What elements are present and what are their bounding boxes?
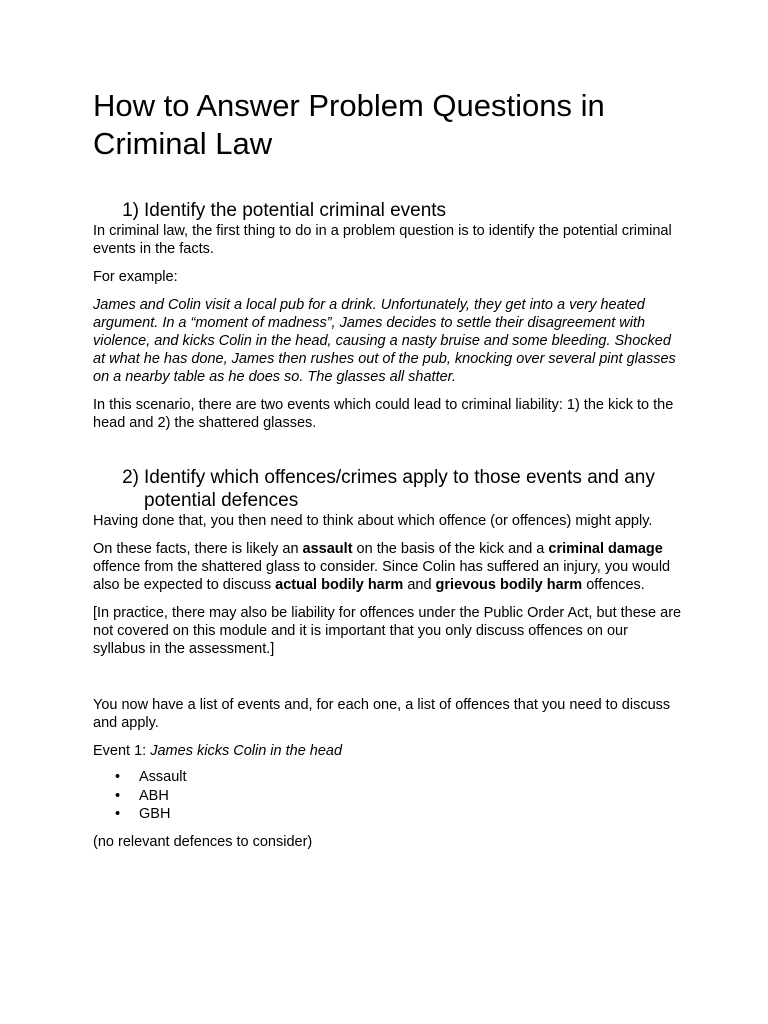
section-1-analysis: In this scenario, there are two events which could lead to criminal liability: 1) the kick to the head and 2) the shattered glasses. bbox=[93, 397, 674, 431]
example-label: For example: bbox=[93, 269, 178, 285]
practice-note: [In practice, there may also be liability for offences under the Public Order Act, but these are not covered on this module and it is important that you only discuss offences on our syllabus in the assessment.] bbox=[93, 605, 682, 657]
section-1-number: 1) bbox=[122, 200, 139, 221]
section-1-heading bbox=[93, 199, 683, 222]
text-run: and bbox=[403, 577, 436, 593]
section-2-intro: Having done that, you then need to think about which offence (or offences) might apply. bbox=[93, 513, 653, 529]
section-1-heading-text: Identify the potential criminal events bbox=[144, 200, 447, 221]
event-1-description: James kicks Colin in the head bbox=[150, 743, 343, 759]
list-item-label: GBH bbox=[139, 806, 171, 822]
document-title: How to Answer Problem Questions in Criminal Law bbox=[93, 88, 605, 161]
section-1-intro: In criminal law, the first thing to do in a problem question is to identify the potential criminal events in the facts. bbox=[93, 223, 672, 257]
bold-term-assault: assault bbox=[302, 541, 353, 557]
text-run: offences. bbox=[582, 577, 645, 593]
section-2-number: 2) bbox=[122, 467, 139, 488]
bullet-icon: • bbox=[115, 787, 121, 804]
event-1-label: Event 1: bbox=[93, 743, 151, 759]
summary-paragraph: You now have a list of events and, for each one, a list of offences that you need to discuss and apply. bbox=[93, 697, 671, 731]
defences-note: (no relevant defences to consider) bbox=[93, 833, 313, 850]
section-2-heading-text: Identify which offences/crimes apply to those events and any potential defences bbox=[144, 467, 655, 511]
offence-list bbox=[93, 768, 683, 824]
list-item bbox=[93, 768, 683, 787]
bold-term-abh: actual bodily harm bbox=[275, 577, 404, 593]
list-item bbox=[93, 787, 683, 806]
scenario-paragraph: James and Colin visit a local pub for a drink. Unfortunately, they get into a very heated argument. In a “moment of madness”, James decides to settle their disagreement with violence, and kicks Colin in the head, causing a nasty bruise and some bleeding. Shocked at what he has done, James then rushes out of the pub, knocking over several pint glasses on a nearby table as he does so. The glasses all shatter. bbox=[93, 297, 676, 385]
list-item-label: ABH bbox=[139, 787, 169, 804]
text-run: on the basis of the kick and a bbox=[352, 541, 549, 557]
document-page bbox=[93, 87, 683, 851]
text-run: On these facts, there is likely an bbox=[93, 541, 303, 557]
bold-term-gbh: grievous bodily harm bbox=[435, 577, 583, 593]
bold-term-criminal-damage: criminal damage bbox=[548, 541, 663, 557]
list-item bbox=[93, 805, 683, 824]
list-item-label: Assault bbox=[139, 769, 187, 785]
text-run: offence from the shattered glass to consider. Since Colin has suffered an injury, you would also be expected to discuss bbox=[93, 559, 671, 593]
bullet-icon: • bbox=[115, 806, 121, 822]
event-1-line bbox=[93, 742, 683, 760]
section-2-offences-paragraph bbox=[93, 540, 683, 594]
section-2-heading bbox=[93, 466, 683, 512]
bullet-icon: • bbox=[115, 769, 121, 785]
